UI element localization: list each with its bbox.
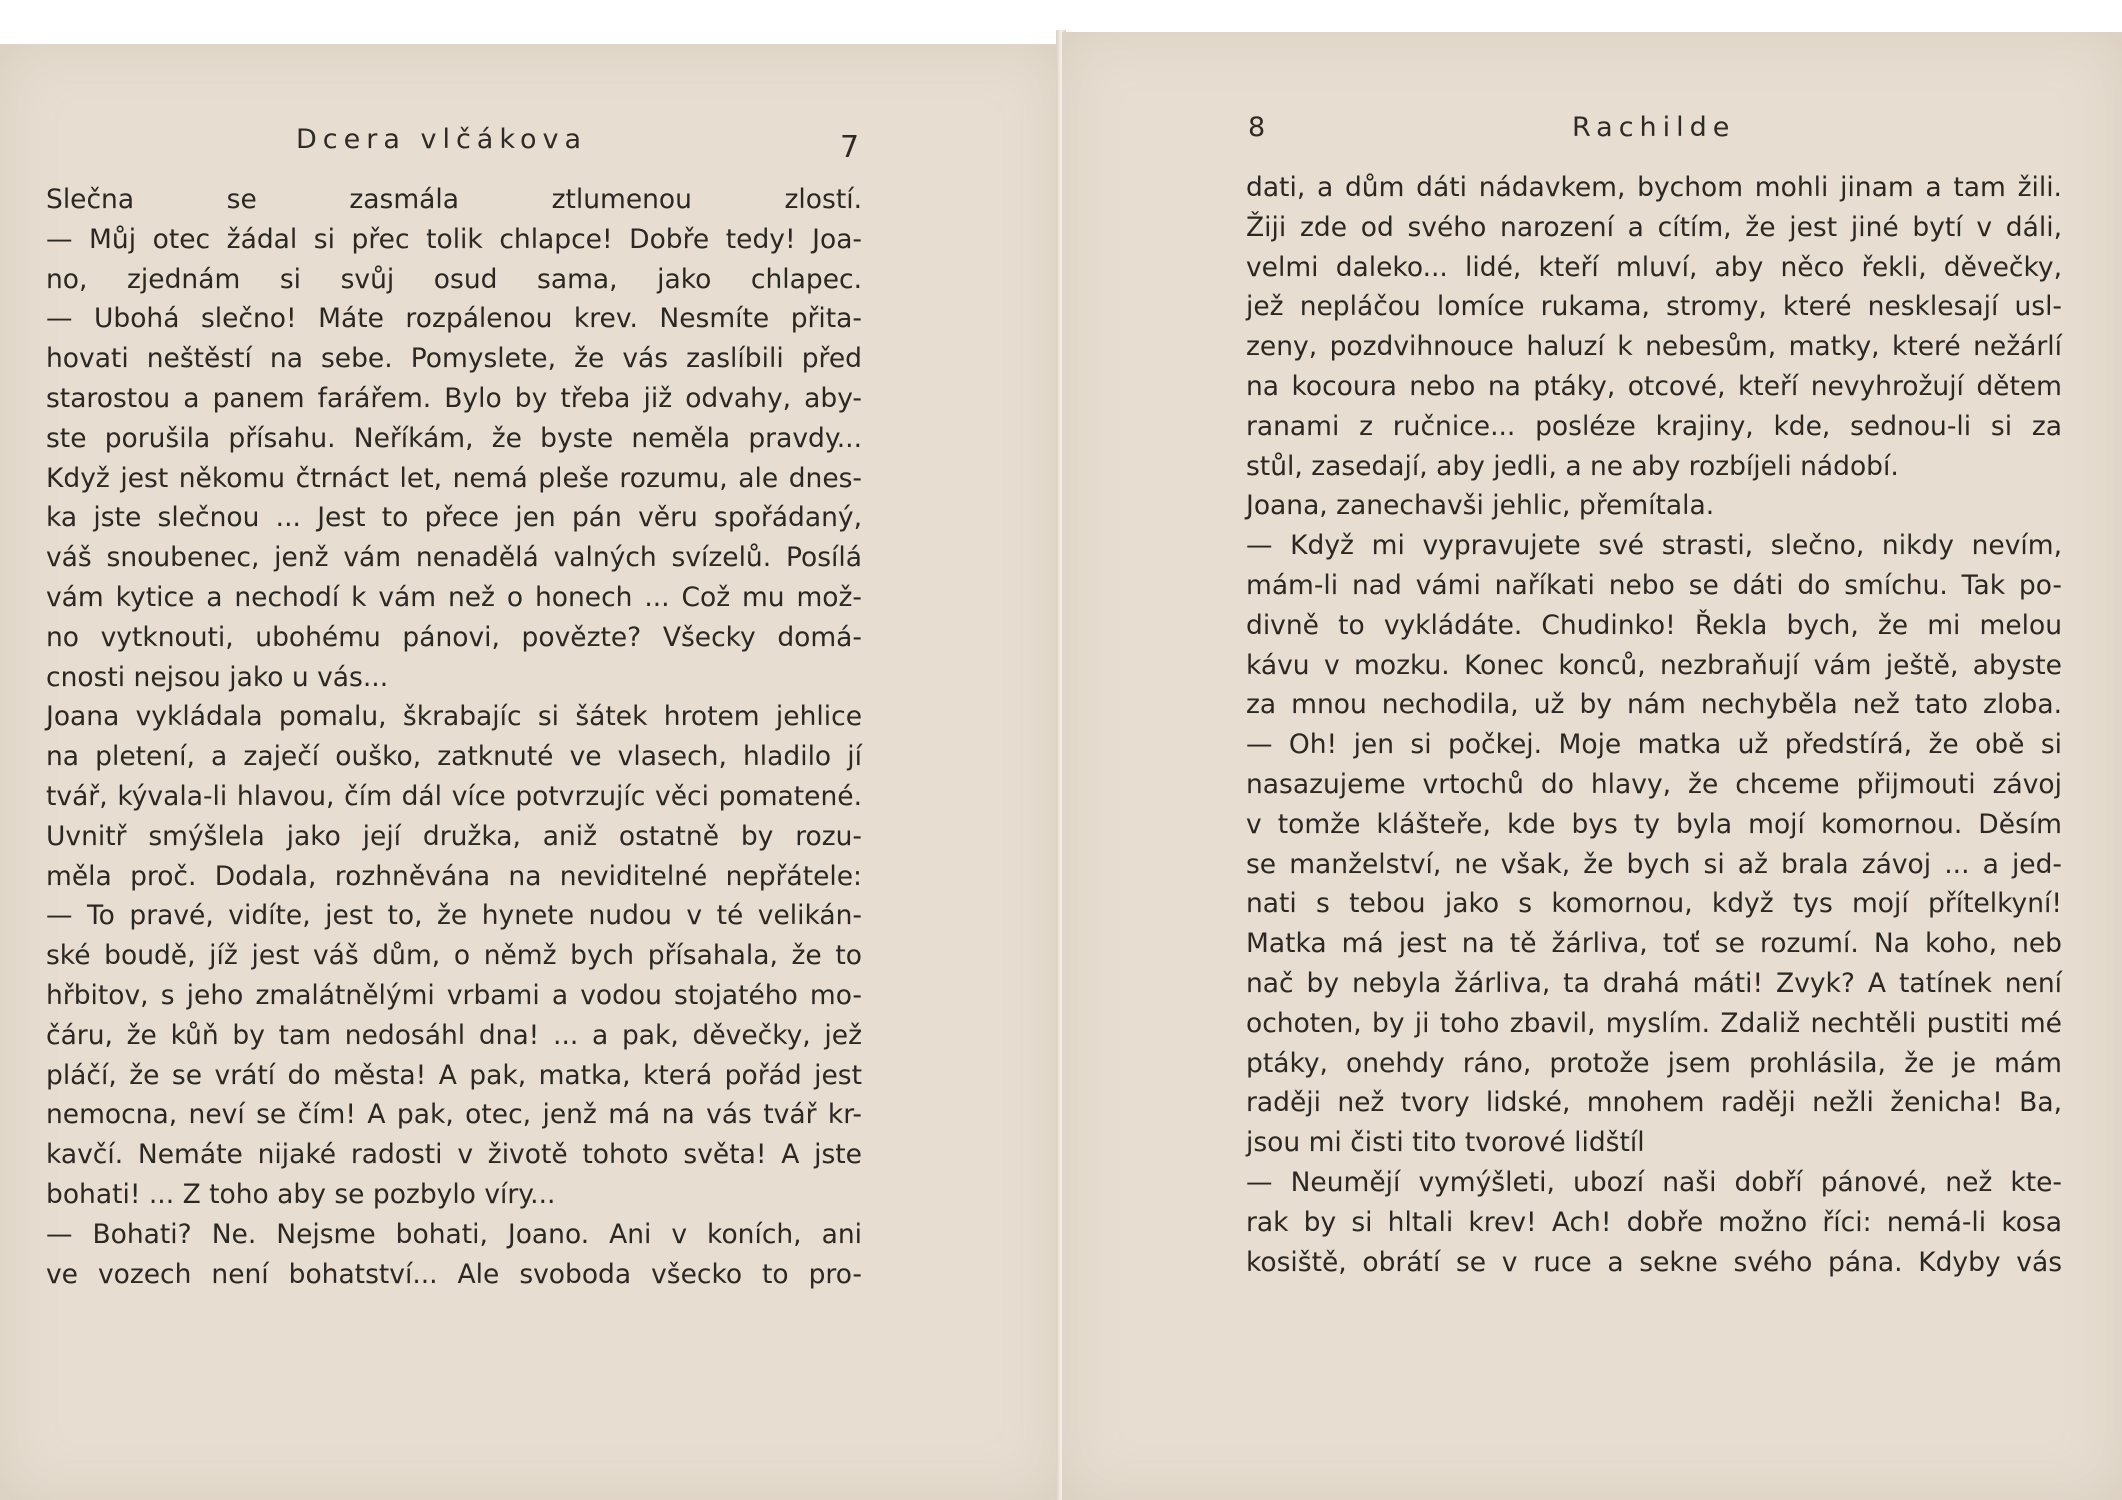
text-line: váš snoubenec, jenž vám nenadělá valných svízelů. Posílá [46, 542, 862, 574]
text-line: vám kytice a nechodí k vám než o honech ... Což mu mož- [46, 581, 862, 613]
text-line: velmi daleko... lidé, kteří mluví, aby něco řekli, děvečky, [1246, 251, 2062, 283]
text-line: Uvnitř smýšlela jako její družka, aniž ostatně by rozu- [46, 820, 862, 852]
text-line: nasazujeme vrtochů do hlavy, že chceme přijmouti závoj [1246, 768, 2062, 800]
text-line: čáru, že kůň by tam nedosáhl dna! ... a pak, děvečky, jež [46, 1019, 862, 1051]
text-line: starostou a panem farářem. Bylo by třeba již odvahy, aby- [46, 382, 862, 414]
text-line: dati, a dům dáti nádavkem, bychom mohli jinam a tam žili. [1246, 172, 2062, 203]
left-page [0, 44, 1060, 1500]
text-line: rak by si hltali krev! Ach! dobře možno říci: nemá-li kosa [1246, 1206, 2062, 1238]
text-line: jež nepláčou lomíce rukama, stromy, které nesklesají usl- [1246, 291, 2062, 323]
text-line: v tomže klášteře, kde bys ty byla mojí komornou. Děsím [1246, 808, 2062, 840]
text-line: raději než tvory lidské, mnohem raději nežli ženicha! Ba, [1246, 1087, 2062, 1119]
page-number: 7 [840, 130, 860, 165]
text-line: nač by nebyla žárliva, ta drahá máti! Zvyk? A tatínek není [1246, 967, 2062, 999]
text-line: — Oh! jen si počkej. Moje matka už předstírá, že obě si [1246, 729, 2062, 761]
text-line: měla proč. Dodala, rozhněvána na neviditelné nepřátele: [46, 860, 862, 892]
text-line: Když jest někomu čtrnáct let, nemá pleše rozumu, ale dnes- [46, 462, 862, 494]
text-line: pláčí, že se vrátí do města! A pak, matka, která pořád jest [46, 1059, 862, 1091]
text-line: Joana, zanechavši jehlic, přemítala. [1246, 490, 1715, 522]
text-line: bohati! ... Z toho aby se pozbylo víry... [46, 1178, 556, 1210]
text-line: ské boudě, jíž jest váš dům, o němž bych přísahala, že to [46, 940, 862, 972]
text-line: stůl, zasedají, aby jedli, a ne aby rozbíjeli nádobí. [1246, 450, 1899, 482]
text-line: — Ubohá slečno! Máte rozpálenou krev. Nesmíte přita- [46, 303, 862, 335]
text-line: nemocna, neví se čím! A pak, otec, jenž má na vás tvář kr- [46, 1099, 862, 1131]
text-line: — Bohati? Ne. Nejsme bohati, Joano. Ani v koních, ani [46, 1218, 862, 1250]
text-line: ka jste slečnou ... Jest to přece jen pán věru spořádaný, [46, 502, 862, 534]
text-line: nati s tebou jako s komornou, když tys mojí přítelkyní! [1246, 888, 2062, 920]
text-line: se manželství, ne však, že bych si až brala závoj ... a jed- [1246, 848, 2062, 880]
running-title: Dcera vlčákova [296, 124, 588, 155]
text-line: tvář, kývala-li hlavou, čím dál více potvrzujíc věci pomatené. [46, 780, 862, 812]
text-line: divně to vykládáte. Chudinko! Řekla bych, že mi melou [1246, 609, 2062, 641]
text-line: no vytknouti, ubohému pánovi, povězte? Všecky domá- [46, 621, 862, 653]
text-line: Slečna se zasmála ztlumenou zlostí. [46, 184, 862, 215]
text-line: no, zjednám si svůj osud sama, jako chlapec. [46, 263, 862, 295]
page-number: 8 [1248, 112, 1266, 143]
right-page-header [1062, 112, 2122, 152]
right-page [1062, 32, 2122, 1500]
text-line: hřbitov, s jeho zmalátnělými vrbami a vodou stojatého mo- [46, 979, 862, 1011]
text-line: kávu v mozku. Konec konců, nezbraňují vám ještě, abyste [1246, 649, 2062, 681]
text-line: — Neumějí vymýšleti, ubozí naši dobří pánové, než kte- [1246, 1166, 2062, 1198]
text-line: Žiji zde od svého narození a cítím, že jest jiné bytí v dáli, [1246, 211, 2062, 243]
text-line: Matka má jest na tě žárliva, toť se rozumí. Na koho, neb [1246, 928, 2062, 960]
text-line: kavčí. Nemáte nijaké radosti v životě tohoto světa! A jste [46, 1139, 862, 1171]
text-line: Joana vykládala pomalu, škrabajíc si šátek hrotem jehlice [46, 701, 862, 733]
right-page-text [1246, 168, 2062, 1282]
text-line: zeny, pozdvihnouce haluzí k nebesům, matky, které nežárlí [1246, 331, 2062, 363]
text-line: jsou mi čisti tito tvorové lidštíl [1246, 1127, 1645, 1159]
text-line: ste porušila přísahu. Neříkám, že byste neměla pravdy... [46, 422, 862, 454]
text-line: — To pravé, vidíte, jest to, že hynete nudou v té velikán- [46, 900, 862, 932]
text-line: ptáky, onehdy ráno, protože jsem prohlásila, že je mám [1246, 1047, 2062, 1079]
text-line: na kocoura nebo na ptáky, otcové, kteří nevyhrožují dětem [1246, 370, 2062, 402]
text-line: hovati neštěstí na sebe. Pomyslete, že vás zaslíbili před [46, 343, 862, 375]
running-title: Rachilde [1572, 112, 1736, 143]
text-line: za mnou nechodila, už by nám nechyběla než tato zloba. [1246, 689, 2062, 721]
text-line: mám-li nad vámi naříkati nebo se dáti do smíchu. Tak po- [1246, 569, 2062, 601]
text-line: ochoten, by ji toho zbavil, myslím. Zdaliž nechtěli pustiti mé [1246, 1007, 2062, 1039]
left-page-header [0, 124, 1060, 164]
text-line: kosiště, obrátí se v ruce a sekne svého pána. Kdyby vás [1246, 1246, 2062, 1278]
text-line: na pletení, a zaječí ouško, zatknuté ve vlasech, hladilo jí [46, 741, 862, 773]
text-line: — Můj otec žádal si přec tolik chlapce! Dobře tedy! Joa- [46, 223, 862, 255]
text-line: — Když mi vypravujete své strasti, slečno, nikdy nevím, [1246, 530, 2062, 562]
left-page-text [46, 180, 862, 1294]
text-line: cnosti nejsou jako u vás... [46, 661, 389, 693]
text-line: ve vozech není bohatství... Ale svoboda všecko to pro- [46, 1258, 862, 1290]
text-line: ranami z ručnice... posléze krajiny, kde, sednou-li si za [1246, 410, 2062, 442]
